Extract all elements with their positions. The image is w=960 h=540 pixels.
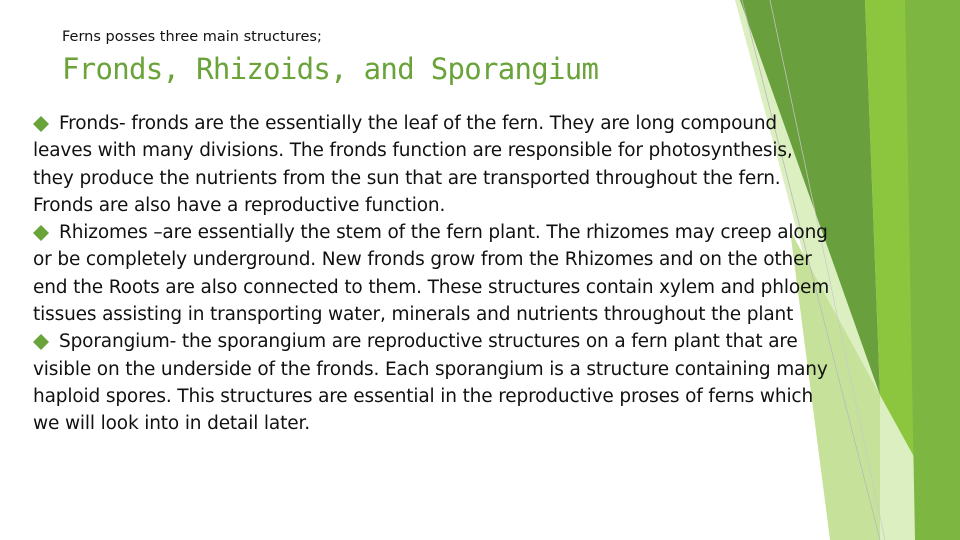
slide-title: Fronds, Rhizoids, and Sporangium — [62, 52, 599, 86]
slide-subtitle: Ferns posses three main structures; — [62, 29, 322, 45]
diamond-bullet-icon — [33, 110, 59, 137]
term-sporangium: Sporangium — [59, 331, 170, 353]
term-rhizomes: Rhizomes — [59, 222, 148, 244]
bullet-list — [33, 110, 833, 438]
text-sporangium: - the sporangium are reproductive structures on a fern plant that are visible on the underside of the fronds. Each sporangium is a structure containing many haploid spores. This structures are essential in the reproductive proses of ferns which we will look into in detail later. — [33, 331, 828, 435]
bullet-item-sporangium — [33, 328, 833, 437]
bullet-item-fronds — [33, 110, 833, 219]
text-rhizomes: –are essentially the stem of the fern plant. The rhizomes may creep along or be completely underground. New fronds grow from the Rhizomes and on the other end the Roots are also connected to them. These structures contain xylem and phloem tissues assisting in transporting water, minerals and nutrients throughout the plant — [33, 222, 830, 326]
diamond-bullet-icon — [33, 328, 59, 355]
term-fronds: Fronds — [59, 113, 120, 134]
diamond-bullet-icon — [33, 219, 59, 246]
bullet-item-rhizomes — [33, 219, 833, 328]
text-fronds: - fronds are the essentially the leaf of the fern. They are long compound leaves with many divisions. The fronds function are responsible for photosynthesis, they produce the nutrients from the sun that are transported throughout the fern. Fronds are also have a reproductive function. — [33, 113, 793, 216]
